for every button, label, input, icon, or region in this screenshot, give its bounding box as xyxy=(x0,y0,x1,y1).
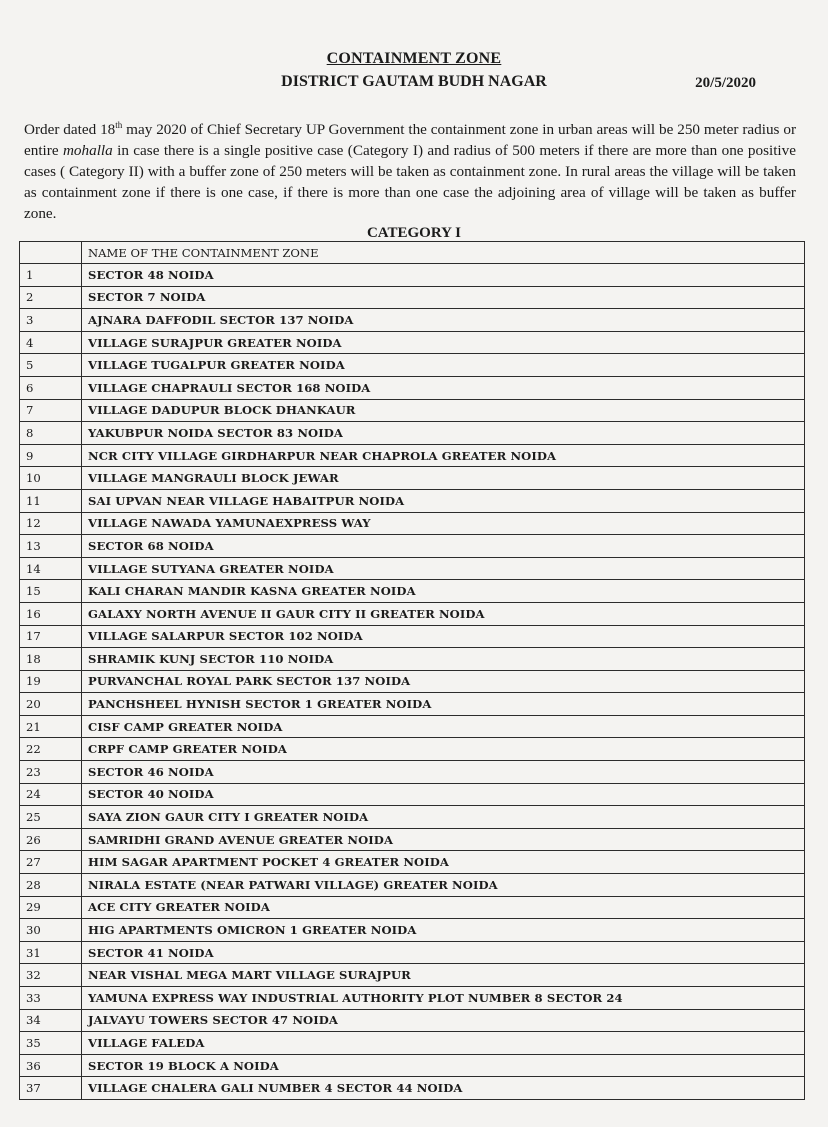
order-ordinal-suffix: th xyxy=(115,119,123,130)
table-row xyxy=(20,354,805,377)
zone-name: VILLAGE CHAPRAULI SECTOR 168 NOIDA xyxy=(82,376,805,399)
zone-name: YAMUNA EXPRESS WAY INDUSTRIAL AUTHORITY PLOT NUMBER 8 SECTOR 24 xyxy=(82,987,805,1010)
zone-name: SAI UPVAN NEAR VILLAGE HABAITPUR NOIDA xyxy=(82,489,805,512)
table-row xyxy=(20,941,805,964)
zone-name: SAMRIDHI GRAND AVENUE GREATER NOIDA xyxy=(82,828,805,851)
table-row xyxy=(20,828,805,851)
order-italic-term: mohalla xyxy=(62,142,113,159)
document-title: CONTAINMENT ZONE xyxy=(326,50,502,67)
table-row xyxy=(20,512,805,535)
table-row xyxy=(20,580,805,603)
row-number: 31 xyxy=(20,941,82,964)
header-name-cell: NAME OF THE CONTAINMENT ZONE xyxy=(82,242,805,264)
row-number: 27 xyxy=(20,851,82,874)
zone-name: AJNARA DAFFODIL SECTOR 137 NOIDA xyxy=(82,309,805,332)
table-row xyxy=(20,670,805,693)
row-number: 3 xyxy=(20,309,82,332)
table-row xyxy=(20,874,805,897)
zone-name: SHRAMIK KUNJ SECTOR 110 NOIDA xyxy=(82,648,805,671)
order-text-end: in case there is a single positive case (Category I) and radius of 500 meters if there are more than one positive cases ( Category II) with a buffer zone of 250 meters will be taken as containment zone. In rural areas the village will be taken as containment zone if there is one case, if there is more than one case the adjoining area of village will be taken as buffer zone. xyxy=(24,142,796,222)
table-row xyxy=(20,467,805,490)
zone-name: SECTOR 68 NOIDA xyxy=(82,535,805,558)
table-row xyxy=(20,1054,805,1077)
zone-name: SAYA ZION GAUR CITY I GREATER NOIDA xyxy=(82,806,805,829)
zone-name: VILLAGE SURAJPUR GREATER NOIDA xyxy=(82,331,805,354)
table-row xyxy=(20,535,805,558)
table-row xyxy=(20,715,805,738)
zone-name: VILLAGE MANGRAULI BLOCK JEWAR xyxy=(82,467,805,490)
table-row xyxy=(20,625,805,648)
zone-name: VILLAGE FALEDA xyxy=(82,1032,805,1055)
row-number: 32 xyxy=(20,964,82,987)
row-number: 28 xyxy=(20,874,82,897)
table-row xyxy=(20,422,805,445)
order-text-start: Order dated 18 xyxy=(24,121,116,138)
row-number: 24 xyxy=(20,783,82,806)
zone-name: SECTOR 7 NOIDA xyxy=(82,286,805,309)
zone-name: VILLAGE CHALERA GALI NUMBER 4 SECTOR 44 NOIDA xyxy=(82,1077,805,1100)
row-number: 5 xyxy=(20,354,82,377)
row-number: 8 xyxy=(20,422,82,445)
table-row xyxy=(20,1077,805,1100)
zone-name: CRPF CAMP GREATER NOIDA xyxy=(82,738,805,761)
row-number: 33 xyxy=(20,987,82,1010)
zone-name: SECTOR 19 BLOCK A NOIDA xyxy=(82,1054,805,1077)
zone-name: NCR CITY VILLAGE GIRDHARPUR NEAR CHAPROLA GREATER NOIDA xyxy=(82,444,805,467)
row-number: 21 xyxy=(20,715,82,738)
zone-name: VILLAGE NAWADA YAMUNAEXPRESS WAY xyxy=(82,512,805,535)
zone-name: SECTOR 46 NOIDA xyxy=(82,761,805,784)
zone-name: HIG APARTMENTS OMICRON 1 GREATER NOIDA xyxy=(82,919,805,942)
zone-name: VILLAGE SUTYANA GREATER NOIDA xyxy=(82,557,805,580)
table-row xyxy=(20,264,805,287)
row-number: 25 xyxy=(20,806,82,829)
row-number: 14 xyxy=(20,557,82,580)
row-number: 9 xyxy=(20,444,82,467)
row-number: 13 xyxy=(20,535,82,558)
zone-name: PANCHSHEEL HYNISH SECTOR 1 GREATER NOIDA xyxy=(82,693,805,716)
table-row xyxy=(20,1032,805,1055)
zone-name: KALI CHARAN MANDIR KASNA GREATER NOIDA xyxy=(82,580,805,603)
row-number: 37 xyxy=(20,1077,82,1100)
zone-name: YAKUBPUR NOIDA SECTOR 83 NOIDA xyxy=(82,422,805,445)
row-number: 35 xyxy=(20,1032,82,1055)
table-row xyxy=(20,1009,805,1032)
table-row xyxy=(20,444,805,467)
document-subtitle: DISTRICT GAUTAM BUDH NAGAR xyxy=(281,73,547,90)
table-row xyxy=(20,896,805,919)
row-number: 16 xyxy=(20,602,82,625)
table-row xyxy=(20,331,805,354)
table-row xyxy=(20,761,805,784)
containment-zone-table xyxy=(19,241,805,1100)
row-number: 12 xyxy=(20,512,82,535)
row-number: 4 xyxy=(20,331,82,354)
zone-name: SECTOR 48 NOIDA xyxy=(82,264,805,287)
table-row xyxy=(20,806,805,829)
row-number: 22 xyxy=(20,738,82,761)
zone-name: NIRALA ESTATE (NEAR PATWARI VILLAGE) GREATER NOIDA xyxy=(82,874,805,897)
row-number: 15 xyxy=(20,580,82,603)
row-number: 6 xyxy=(20,376,82,399)
row-number: 26 xyxy=(20,828,82,851)
row-number: 20 xyxy=(20,693,82,716)
zone-name: JALVAYU TOWERS SECTOR 47 NOIDA xyxy=(82,1009,805,1032)
row-number: 34 xyxy=(20,1009,82,1032)
row-number: 17 xyxy=(20,625,82,648)
row-number: 2 xyxy=(20,286,82,309)
zone-name: VILLAGE TUGALPUR GREATER NOIDA xyxy=(82,354,805,377)
row-number: 10 xyxy=(20,467,82,490)
table-row xyxy=(20,557,805,580)
zone-name: ACE CITY GREATER NOIDA xyxy=(82,896,805,919)
table-row xyxy=(20,964,805,987)
zone-name: CISF CAMP GREATER NOIDA xyxy=(82,715,805,738)
row-number: 29 xyxy=(20,896,82,919)
row-number: 19 xyxy=(20,670,82,693)
zone-name: SECTOR 40 NOIDA xyxy=(82,783,805,806)
row-number: 18 xyxy=(20,648,82,671)
table-row xyxy=(20,919,805,942)
row-number: 1 xyxy=(20,264,82,287)
header-number-cell xyxy=(20,242,82,264)
table-row xyxy=(20,693,805,716)
row-number: 11 xyxy=(20,489,82,512)
table-row xyxy=(20,286,805,309)
zone-name: NEAR VISHAL MEGA MART VILLAGE SURAJPUR xyxy=(82,964,805,987)
table-row xyxy=(20,738,805,761)
table-row xyxy=(20,648,805,671)
table-row xyxy=(20,783,805,806)
table-row xyxy=(20,987,805,1010)
zone-name: VILLAGE DADUPUR BLOCK DHANKAUR xyxy=(82,399,805,422)
table-row xyxy=(20,851,805,874)
order-paragraph xyxy=(24,119,796,224)
row-number: 23 xyxy=(20,761,82,784)
table-row xyxy=(20,399,805,422)
table-header-row xyxy=(20,242,805,264)
table-row xyxy=(20,376,805,399)
table-row xyxy=(20,602,805,625)
order-text-middle: may 2020 of Chief Secretary UP Government the containment zone in urban areas will be 250 meter radius or entire xyxy=(24,121,796,159)
zone-name: VILLAGE SALARPUR SECTOR 102 NOIDA xyxy=(82,625,805,648)
zone-name: SECTOR 41 NOIDA xyxy=(82,941,805,964)
zone-name: GALAXY NORTH AVENUE II GAUR CITY II GREATER NOIDA xyxy=(82,602,805,625)
row-number: 7 xyxy=(20,399,82,422)
document-date: 20/5/2020 xyxy=(695,75,756,91)
row-number: 30 xyxy=(20,919,82,942)
table-row xyxy=(20,309,805,332)
row-number: 36 xyxy=(20,1054,82,1077)
category-heading: CATEGORY I xyxy=(366,225,462,241)
zone-name: PURVANCHAL ROYAL PARK SECTOR 137 NOIDA xyxy=(82,670,805,693)
table-row xyxy=(20,489,805,512)
zone-name: HIM SAGAR APARTMENT POCKET 4 GREATER NOIDA xyxy=(82,851,805,874)
